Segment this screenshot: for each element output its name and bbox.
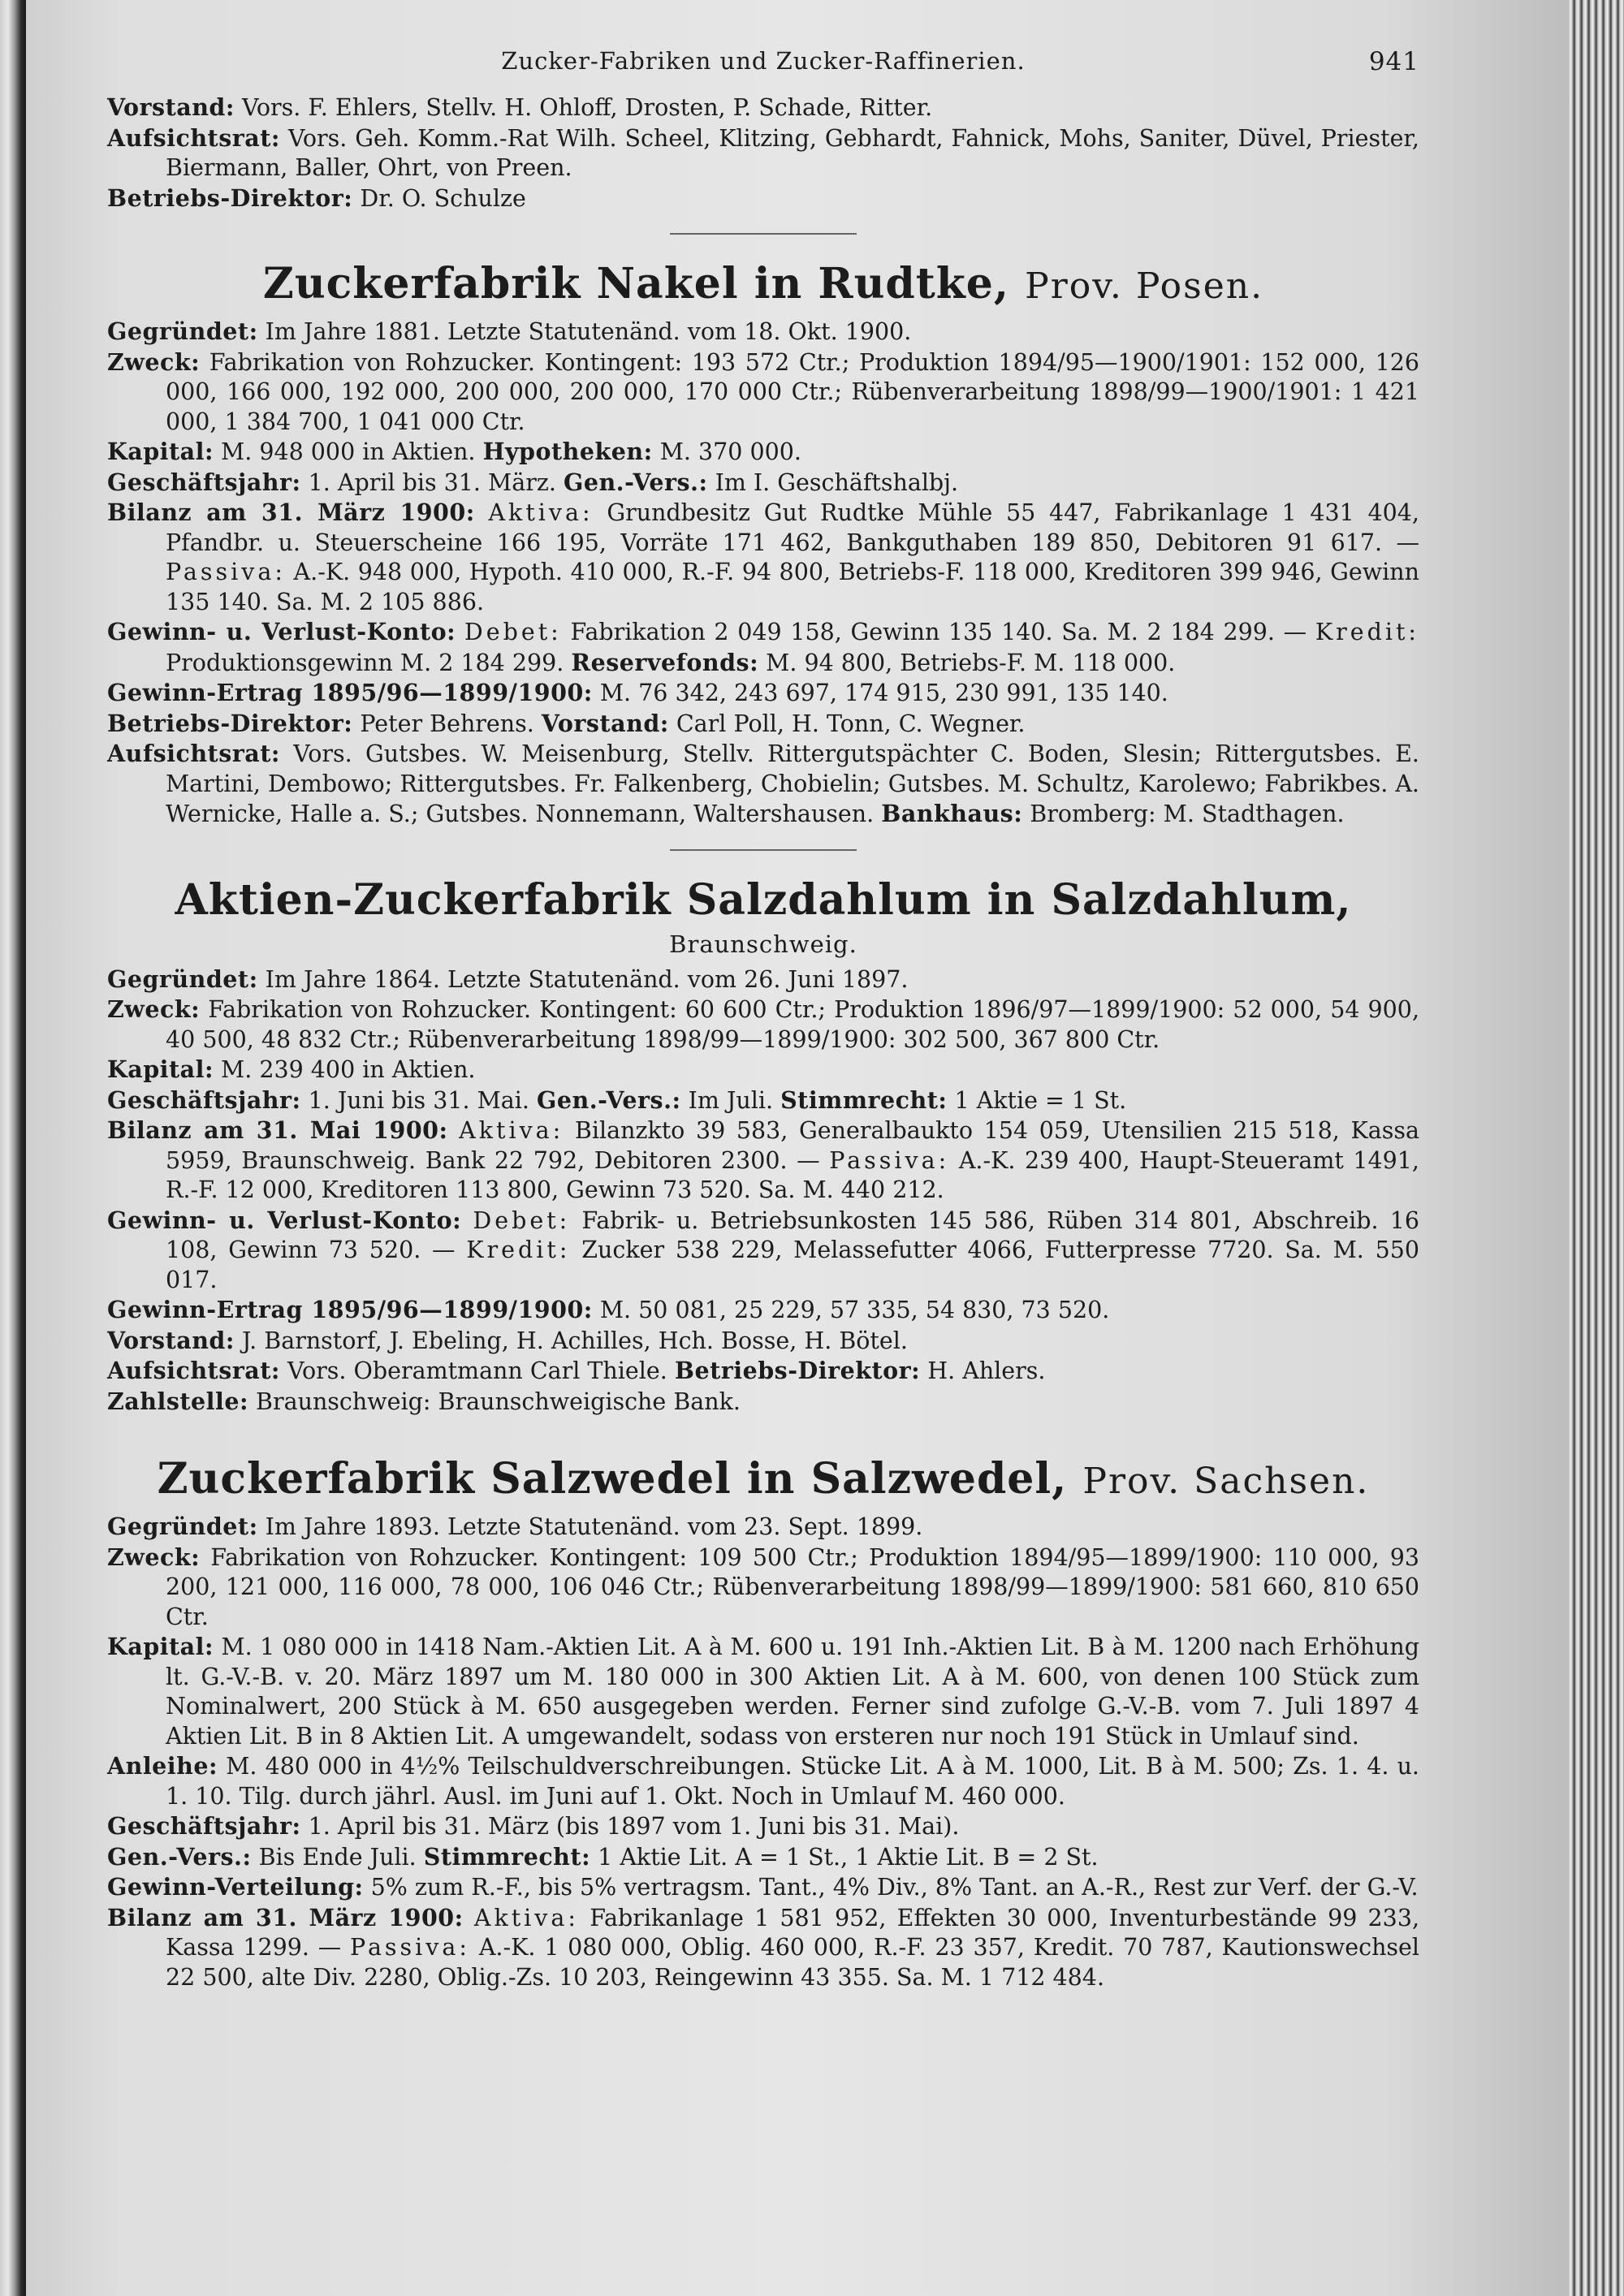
salzdahlum-aufsichtsrat: Aufsichtsrat: Vors. Oberamtmann Carl Thiele. Betriebs-Direktor: H. Ahlers.	[107, 1357, 1046, 1384]
salzwedel-geschaeftsjahr: Geschäftsjahr: 1. April bis 31. März (bis 1897 vom 1. Juni bis 31. Mai).	[107, 1812, 960, 1840]
salzwedel-gegruendet: Gegründet: Im Jahre 1893. Letzte Statutenänd. vom 23. Sept. 1899.	[107, 1513, 923, 1540]
top-aufsichtsrat: Aufsichtsrat: Vors. Geh. Komm.-Rat Wilh. Scheel, Klitzing, Gebhardt, Fahnick, Mohs, Saniter, Düvel, Priester, Biermann, Baller, Ohrt, von Preen.	[107, 123, 1419, 181]
nakel-geschaeftsjahr: Geschäftsjahr: 1. April bis 31. März. Gen.-Vers.: Im I. Geschäftshalbj.	[107, 468, 959, 496]
running-head-title: Zucker-Fabriken und Zucker-Raffinerien.	[501, 47, 1026, 75]
running-head	[107, 47, 1419, 93]
salzwedel-gewinnverteilung: Gewinn-Verteilung: 5% zum R.-F., bis 5% vertragsm. Tant., 4% Div., 8% Tant. an A.-R., Rest zur Verf. der G.-V.	[107, 1873, 1419, 1901]
salzdahlum-ertrag: Gewinn-Ertrag 1895/96—1899/1900: M. 50 081, 25 229, 57 335, 54 830, 73 520.	[107, 1296, 1110, 1323]
salzwedel-bilanz: Bilanz am 31. März 1900: Aktiva: Fabrikanlage 1 581 952, Effekten 30 000, Inventurbestände 99 233, Kassa 1299. — Passiva: A.-K. 1 080 000, Oblig. 460 000, R.-F. 23 357, Kredit. 70 787, Kautionswechsel 22 500, alte Div. 2280, Oblig.-Zs. 10 203, Reingewinn 43 355. Sa. M. 1 712 484.	[107, 1903, 1420, 1991]
salzdahlum-bilanz: Bilanz am 31. Mai 1900: Aktiva: Bilanzkto 39 583, Generalbaukto 154 059, Utensilien 215 518, Kassa 5959, Braunschweig. Bank 22 792, Debitoren 2300. — Passiva: A.-K. 239 400, Haupt-Steueramt 1491, R.-F. 12 000, Kreditoren 113 800, Gewinn 73 520. Sa. M. 440 212.	[107, 1116, 1419, 1203]
nakel-ertrag: Gewinn-Ertrag 1895/96—1899/1900: M. 76 342, 243 697, 174 915, 230 991, 135 140.	[107, 679, 1168, 706]
salzdahlum-vorstand: Vorstand: J. Barnstorf, J. Ebeling, H. Achilles, Hch. Bosse, H. Bötel.	[107, 1326, 908, 1354]
salzdahlum-kapital: Kapital: M. 239 400 in Aktien.	[107, 1055, 476, 1083]
salzdahlum-geschaeftsjahr: Geschäftsjahr: 1. Juni bis 31. Mai. Gen.-Vers.: Im Juli. Stimmrecht: 1 Aktie = 1 St.	[107, 1085, 1127, 1114]
page-content	[107, 47, 1419, 1992]
page-number: 941	[1368, 47, 1419, 76]
section-divider	[670, 233, 857, 235]
salzwedel-title: Zuckerfabrik Salzwedel in Salzwedel, Prov. Sachsen.	[157, 1454, 1370, 1504]
salzdahlum-guv: Gewinn- u. Verlust-Konto: Debet: Fabrik- u. Betriebsunkosten 145 586, Rüben 314 801, Abschreib. 16 108, Gewinn 73 520. — Kredit: Zucker 538 229, Melassefutter 4066, Futterpresse 7720. Sa. M. 550 017.	[107, 1206, 1419, 1293]
nakel-title: Zuckerfabrik Nakel in Rudtke, Prov. Posen.	[262, 259, 1264, 309]
salzwedel-zweck: Zweck: Fabrikation von Rohzucker. Kontingent: 109 500 Ctr.; Produktion 1894/95—1899/1900: 110 000, 93 200, 121 000, 116 000, 78 000, 106 046 Ctr.; Rübenverarbeitung 1898/99—1899/1900: 581 660, 810 650 Ctr.	[107, 1543, 1419, 1630]
top-vorstand: Vorstand: Vors. F. Ehlers, Stellv. H. Ohloff, Drosten, P. Schade, Ritter.	[107, 93, 933, 121]
section-divider	[670, 849, 857, 851]
nakel-kapital: Kapital: M. 948 000 in Aktien. Hypotheken: M. 370 000.	[107, 438, 801, 465]
salzdahlum-zweck: Zweck: Fabrikation von Rohzucker. Kontingent: 60 600 Ctr.; Produktion 1896/97—1899/1900: 52 000, 54 900, 40 500, 48 832 Ctr.; Rübenverarbeitung 1898/99—1899/1900: 302 500, 367 800 Ctr.	[107, 995, 1419, 1053]
salzwedel-anleihe: Anleihe: M. 480 000 in 4½% Teilschuldverschreibungen. Stücke Lit. A à M. 1000, Lit. B à M. 500; Zs. 1. 4. u. 1. 10. Tilg. durch jährl. Ausl. im Juni auf 1. Okt. Noch in Umlauf M. 460 000.	[107, 1752, 1419, 1810]
nakel-direktor: Betriebs-Direktor: Peter Behrens. Vorstand: Carl Poll, H. Tonn, C. Wegner.	[107, 709, 1026, 737]
nakel-gegruendet: Gegründet: Im Jahre 1881. Letzte Statutenänd. vom 18. Okt. 1900.	[107, 317, 912, 345]
nakel-aufsichtsrat: Aufsichtsrat: Vors. Gutsbes. W. Meisenburg, Stellv. Rittergutspächter C. Boden, Slesin; Rittergutsbes. E. Martini, Dembowo; Rittergutsbes. Fr. Falkenberg, Chobielin; Gutsbes. M. Schultz, Karolewo; Fabrikbes. A. Wernicke, Halle a. S.; Gutsbes. Nonnemann, Waltershausen. Bankhaus: Bromberg: M. Stadthagen.	[107, 740, 1419, 827]
salzdahlum-gegruendet: Gegründet: Im Jahre 1864. Letzte Statutenänd. vom 26. Juni 1897.	[107, 965, 909, 993]
nakel-zweck: Zweck: Fabrikation von Rohzucker. Kontingent: 193 572 Ctr.; Produktion 1894/95—1900/1901: 152 000, 126 000, 166 000, 192 000, 200 000, 200 000, 170 000 Ctr.; Rübenverarbeitung 1898/99—1900/1901: 1 421 000, 1 384 700, 1 041 000 Ctr.	[107, 347, 1420, 435]
book-page-edges	[1569, 0, 1624, 2296]
top-direktor: Betriebs-Direktor: Dr. O. Schulze	[107, 183, 526, 212]
salzdahlum-zahlstelle: Zahlstelle: Braunschweig: Braunschweigische Bank.	[107, 1387, 741, 1415]
salzdahlum-title: Aktien-Zuckerfabrik Salzdahlum in Salzdahlum,	[175, 874, 1352, 925]
salzwedel-genvers: Gen.-Vers.: Bis Ende Juli. Stimmrecht: 1 Aktie Lit. A = 1 St., 1 Aktie Lit. B = 2 St.	[107, 1842, 1099, 1871]
salzdahlum-subtitle: Braunschweig.	[669, 930, 857, 958]
nakel-guv: Gewinn- u. Verlust-Konto: Debet: Fabrikation 2 049 158, Gewinn 135 140. Sa. M. 2 184 299. — Kredit: Produktionsgewinn M. 2 184 299. Reservefonds: M. 94 800, Betriebs-F. M. 118 000.	[107, 618, 1420, 676]
nakel-bilanz: Bilanz am 31. März 1900: Aktiva: Grundbesitz Gut Rudtke Mühle 55 447, Fabrikanlage 1 431 404, Pfandbr. u. Steuerscheine 166 195, Vorräte 171 462, Bankguthaben 189 850, Debitoren 91 617. — Passiva: A.-K. 948 000, Hypoth. 410 000, R.-F. 94 800, Betriebs-F. 118 000, Kreditoren 399 946, Gewinn 135 140. Sa. M. 2 105 886.	[107, 498, 1420, 615]
book-gutter-left	[0, 0, 26, 2296]
salzwedel-kapital: Kapital: M. 1 080 000 in 1418 Nam.-Aktien Lit. A à M. 600 u. 191 Inh.-Aktien Lit. B à M. 1200 nach Erhöhung lt. G.-V.-B. v. 20. März 1897 um M. 180 000 in 300 Aktien Lit. A à M. 600, von denen 100 Stück zum Nominalwert, 200 Stück à M. 650 ausgegeben werden. Ferner sind zufolge G.-V.-B. vom 7. Juli 1897 4 Aktien Lit. B in 8 Aktien Lit. A umgewandelt, sodass von ersteren nur noch 191 Stück in Umlauf sind.	[107, 1633, 1420, 1750]
